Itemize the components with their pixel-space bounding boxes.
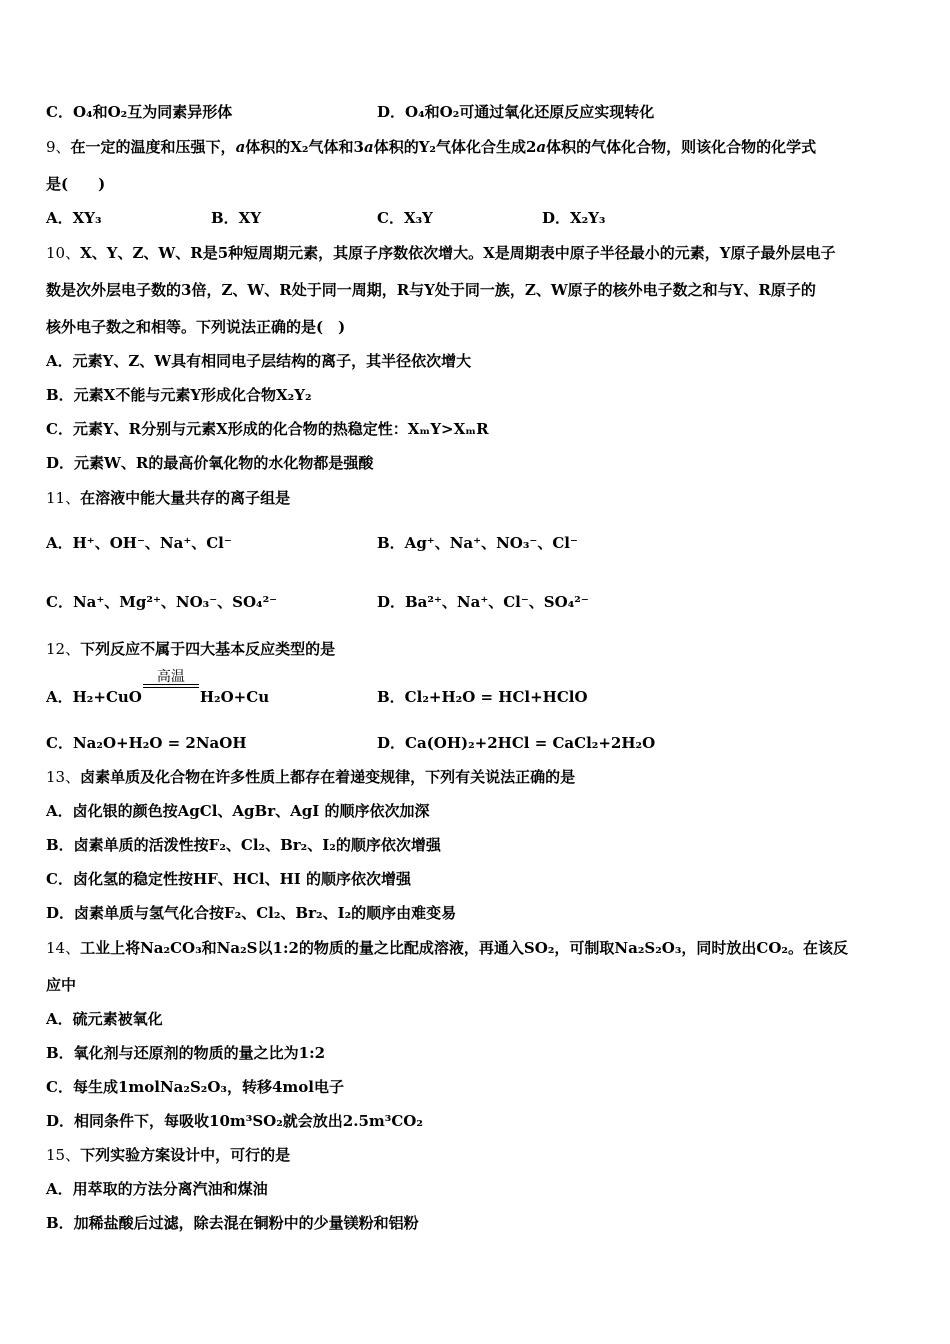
q13-option-b: B．卤素单质的活泼性按F₂、Cl₂、Br₂、I₂的顺序依次增强 [46, 836, 441, 854]
q15-stem [46, 1145, 290, 1165]
q13-number: 13、 [46, 768, 81, 786]
q12-option-d: D．Ca(OH)₂+2HCl = CaCl₂+2H₂O [377, 734, 656, 752]
q10-option-a: A．元素Y、Z、W具有相同电子层结构的离子，其半径依次增大 [46, 352, 472, 370]
q9-stem-d: 体积的气体化合物，则该化合物的化学式 [546, 138, 817, 156]
q14-number: 14、 [46, 939, 81, 957]
q10-option-d: D．元素W、R的最高价氧化物的水化物都是强酸 [46, 454, 374, 472]
q9-var-2: a [363, 138, 374, 156]
q10-stem-2: 数是次外层电子数的3倍，Z、W、R处于同一周期，R与Y处于同一族，Z、W原子的核外电子数之和与Y、R原子的 [46, 281, 816, 299]
q13-stem [46, 767, 575, 787]
q12-option-a-reactants: A．H₂+CuO [46, 688, 142, 706]
q11-option-a: A．H⁺、OH⁻、Na⁺、Cl⁻ [46, 534, 232, 552]
q10-option-b: B．元素X不能与元素Y形成化合物X₂Y₂ [46, 386, 312, 404]
q13-stem-text: 卤素单质及化合物在许多性质上都存在着递变规律，下列有关说法正确的是 [80, 768, 576, 786]
q11-option-d: D．Ba²⁺、Na⁺、Cl⁻、SO₄²⁻ [377, 593, 589, 611]
q9-stem-b: 体积的X₂气体和3 [245, 138, 364, 156]
q8-option-d: D．O₄和O₂可通过氧化还原反应实现转化 [377, 103, 655, 121]
q9-stem-a: 在一定的温度和压强下， [70, 138, 236, 156]
q11-stem [46, 488, 290, 508]
q12-stem [46, 639, 335, 659]
q8-option-c: C．O₄和O₂互为同素异形体 [46, 103, 233, 121]
q13-option-c: C．卤化氢的稳定性按HF、HCl、HI 的顺序依次增强 [46, 870, 411, 888]
q14-line-1: 工业上将Na₂CO₃和Na₂S以1:2的物质的量之比配成溶液，再通入SO₂，可制取Na₂S₂O₃，同时放出CO₂。在该反 [80, 939, 848, 957]
q9-stem-c: 体积的Y₂气体化合生成2 [373, 138, 537, 156]
q9-stem-2: 是( ) [46, 175, 106, 193]
q12-number: 12、 [46, 640, 81, 658]
q15-stem-text: 下列实验方案设计中，可行的是 [80, 1146, 291, 1164]
q12-option-a [46, 669, 270, 707]
reaction-condition: 高温 [156, 669, 185, 685]
q14-option-d: D．相同条件下，每吸收10m³SO₂就会放出2.5m³CO₂ [46, 1112, 423, 1130]
q9-option-c: C．X₃Y [377, 209, 433, 227]
q10-stem-3: 核外电子数之和相等。下列说法正确的是( ) [46, 318, 346, 336]
q15-number: 15、 [46, 1146, 81, 1164]
q15-option-a: A．用萃取的方法分离汽油和煤油 [46, 1180, 268, 1198]
q10-number: 10、 [46, 244, 81, 262]
reaction-arrow [143, 669, 199, 707]
q11-stem-text: 在溶液中能大量共存的离子组是 [80, 489, 291, 507]
q14-stem-2: 应中 [46, 976, 77, 994]
q10-stem-1 [46, 243, 836, 263]
q15-option-b: B．加稀盐酸后过滤，除去混在铜粉中的少量镁粉和铝粉 [46, 1214, 419, 1232]
q11-option-c: C．Na⁺、Mg²⁺、NO₃⁻、SO₄²⁻ [46, 593, 278, 611]
q9-var-3: a [536, 138, 547, 156]
q13-option-a: A．卤化银的颜色按AgCl、AgBr、AgI 的顺序依次加深 [46, 802, 430, 820]
q9-option-a: A．XY₃ [46, 209, 102, 227]
q9-option-b: B．XY [211, 209, 262, 227]
q14-option-c: C．每生成1molNa₂S₂O₃，转移4mol电子 [46, 1078, 345, 1096]
q11-option-b: B．Ag⁺、Na⁺、NO₃⁻、Cl⁻ [377, 534, 578, 552]
q9-stem [46, 137, 816, 157]
q9-var-1: a [235, 138, 246, 156]
q14-stem-1 [46, 938, 848, 958]
q12-option-a-products: H₂O+Cu [199, 688, 270, 706]
q14-option-a: A．硫元素被氧化 [46, 1010, 163, 1028]
q10-option-c: C．元素Y、R分别与元素X形成的化合物的热稳定性：XₘY>XₘR [46, 420, 489, 438]
q11-number: 11、 [46, 489, 81, 507]
q13-option-d: D．卤素单质与氢气化合按F₂、Cl₂、Br₂、I₂的顺序由难变易 [46, 904, 457, 922]
q12-stem-text: 下列反应不属于四大基本反应类型的是 [80, 640, 336, 658]
q10-line-1: X、Y、Z、W、R是5种短周期元素，其原子序数依次增大。X是周期表中原子半径最小的元素，Y原子最外层电子 [80, 244, 836, 262]
q12-option-b: B．Cl₂+H₂O = HCl+HClO [377, 688, 588, 706]
q12-option-c: C．Na₂O+H₂O = 2NaOH [46, 734, 247, 752]
q9-option-d: D．X₂Y₃ [542, 209, 606, 227]
q14-option-b: B．氧化剂与还原剂的物质的量之比为1:2 [46, 1044, 326, 1062]
q9-number: 9、 [46, 138, 71, 156]
